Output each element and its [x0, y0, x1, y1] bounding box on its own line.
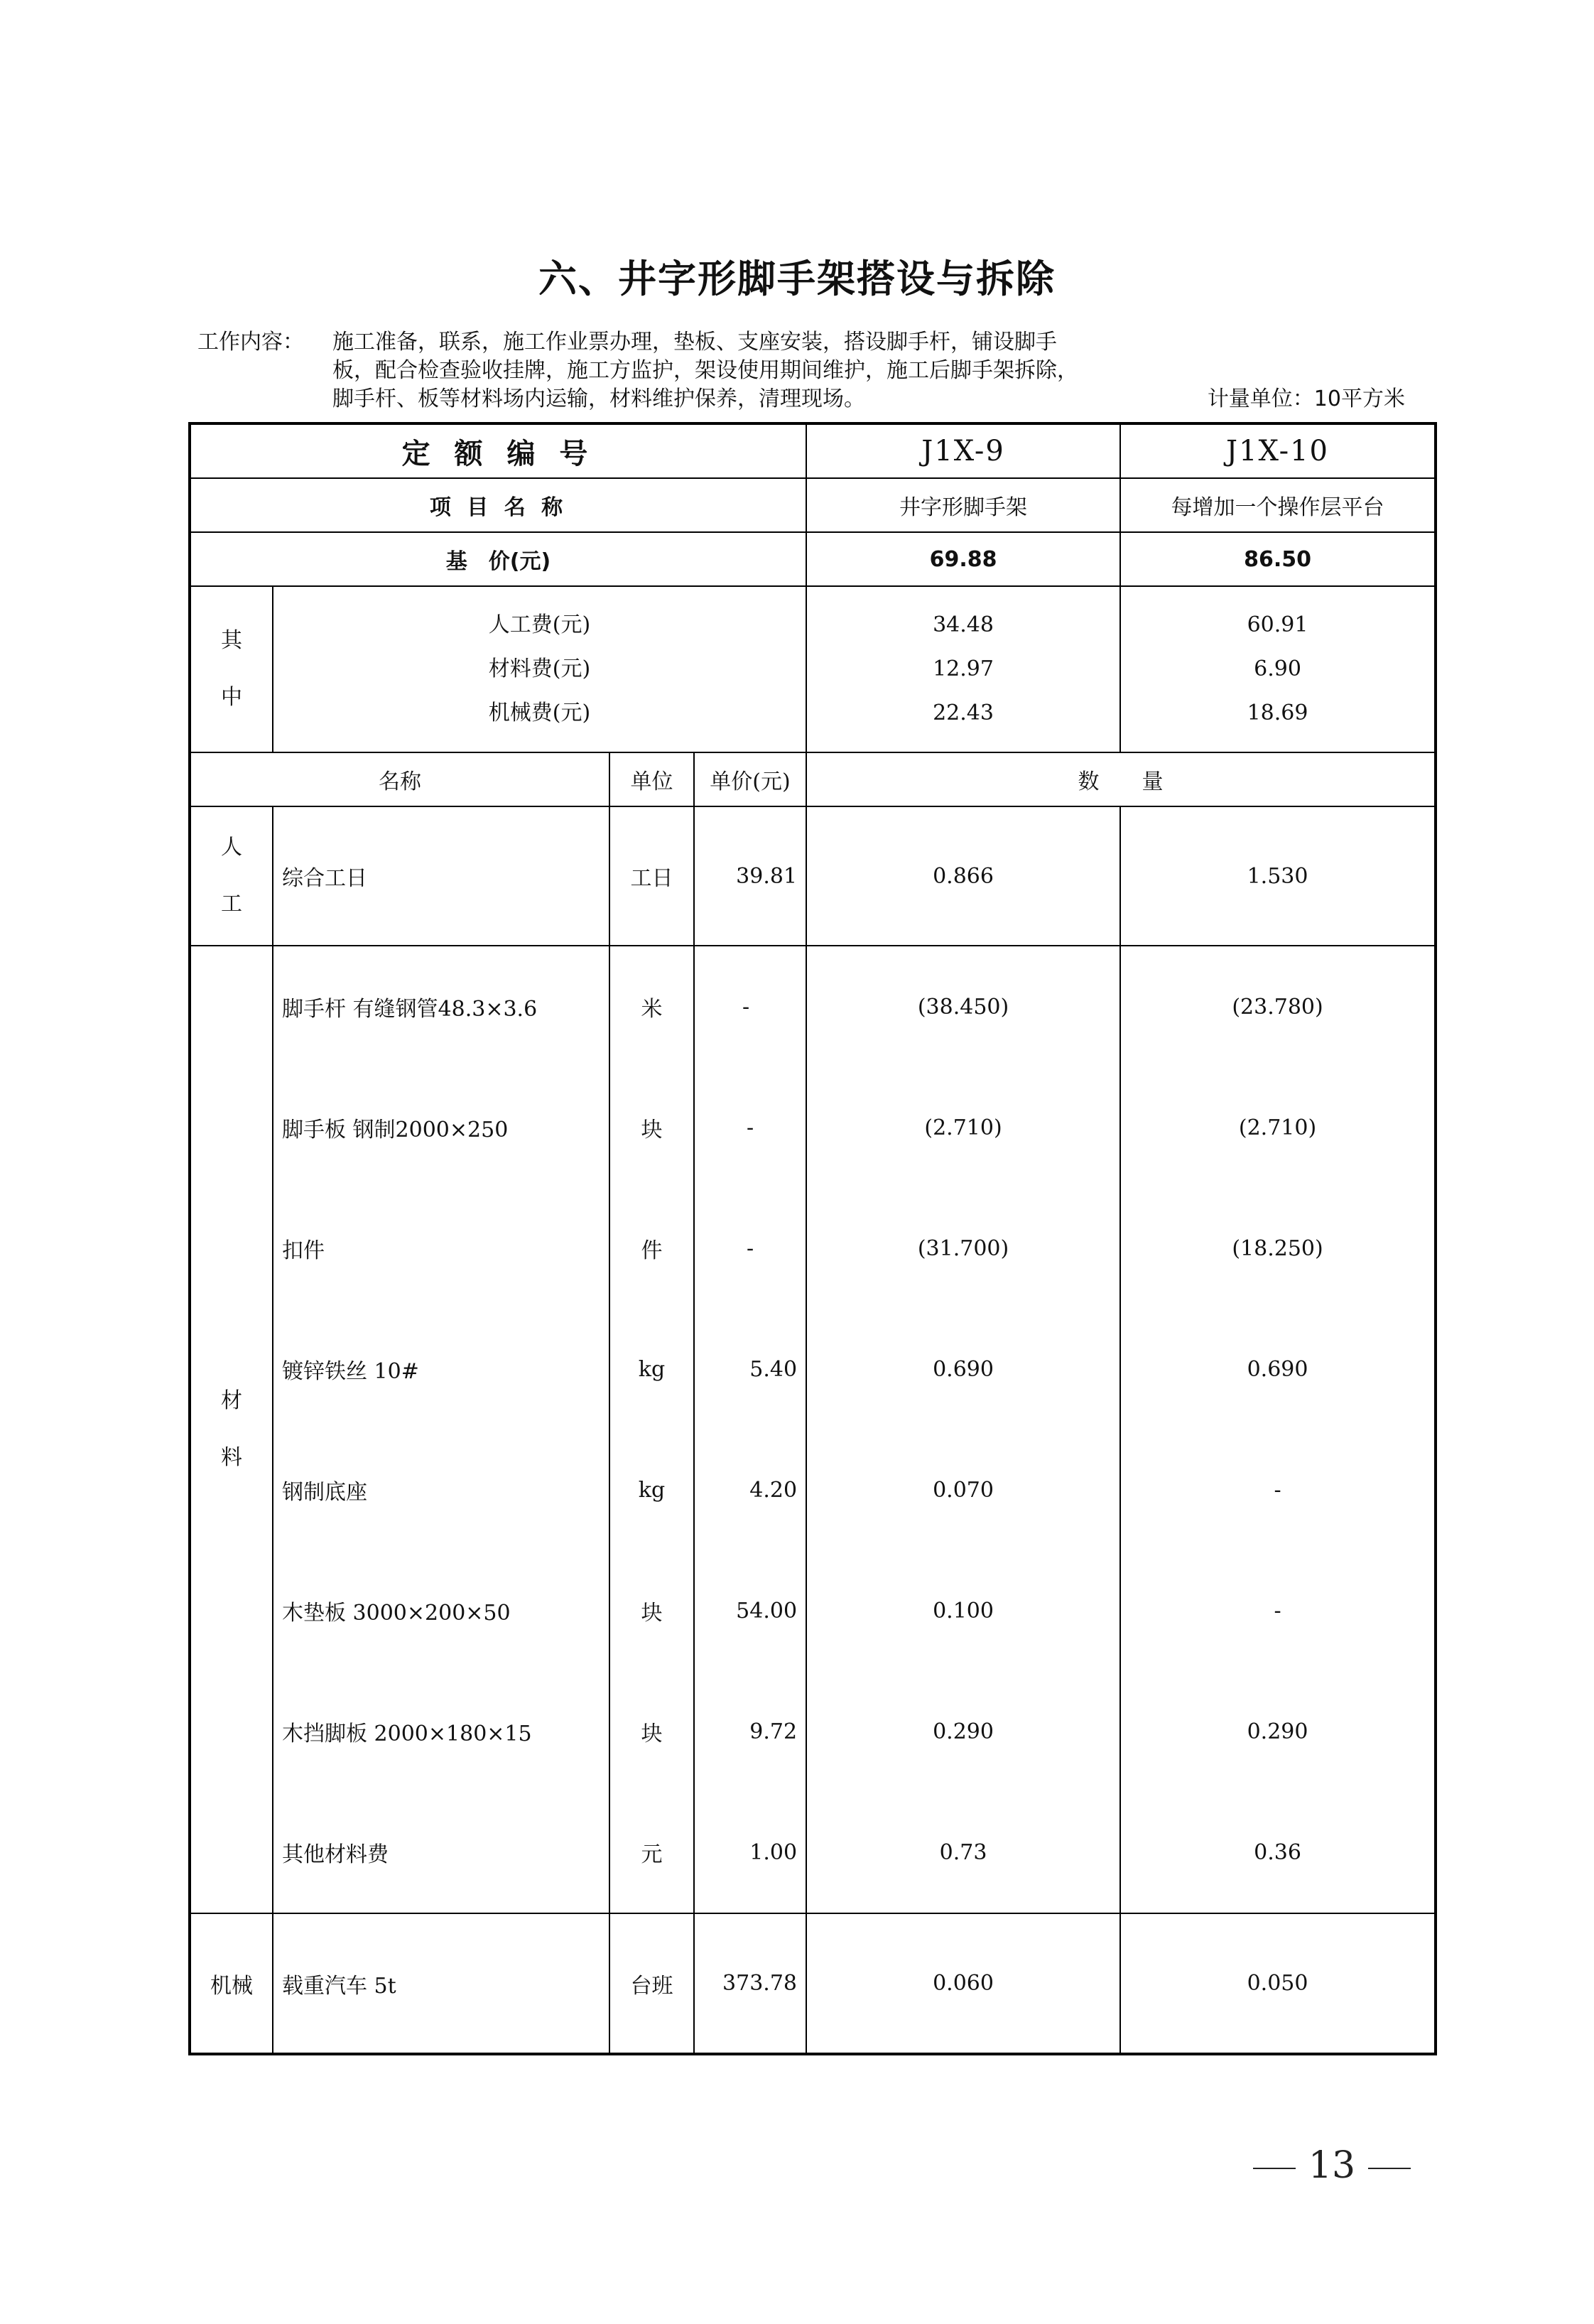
material-row [190, 1309, 1436, 1429]
labor-category [190, 806, 273, 946]
resource-price: 39.81 [694, 806, 806, 946]
resource-name: 综合工日 [273, 806, 609, 946]
resource-qty: - [1120, 1429, 1436, 1550]
resource-name: 其他材料费 [273, 1792, 609, 1913]
resource-qty: - [1120, 1550, 1436, 1671]
resource-qty: (38.450) [806, 946, 1120, 1067]
material-row [190, 1792, 1436, 1913]
resource-qty: 0.050 [1120, 1913, 1436, 2054]
header-price: 单价(元) [694, 752, 806, 806]
labor-row [190, 806, 1436, 946]
resource-qty: 0.290 [1120, 1671, 1436, 1792]
resource-price: 54.00 [694, 1550, 806, 1671]
fee-values [1120, 586, 1436, 752]
resource-qty: 0.36 [1120, 1792, 1436, 1913]
resource-name: 载重汽车 5t [273, 1913, 609, 2054]
resource-price: - [694, 946, 806, 1067]
machine-row [190, 1913, 1436, 2054]
item-name-cell: 每增加一个操作层平台 [1120, 478, 1436, 532]
fee-value: 6.90 [1254, 656, 1301, 681]
resource-price: - [694, 1188, 806, 1309]
fee-value: 22.43 [933, 701, 994, 725]
code-cell: J1X-10 [1120, 423, 1436, 478]
fee-names [273, 586, 806, 752]
resource-qty: (23.780) [1120, 946, 1436, 1067]
machine-category: 机械 [190, 1913, 273, 2054]
resource-price: 9.72 [694, 1671, 806, 1792]
qizhong-label [190, 586, 273, 752]
resource-unit: 块 [609, 1550, 694, 1671]
item-name-cell: 井字形脚手架 [806, 478, 1120, 532]
qizhong-char: 其 [221, 628, 242, 653]
resource-name: 钢制底座 [273, 1429, 609, 1550]
material-row [190, 1429, 1436, 1550]
category-char: 工 [221, 892, 242, 917]
base-price-label: 基 价(元) [190, 532, 806, 586]
material-category [190, 946, 273, 1913]
material-row [190, 946, 1436, 1067]
resource-unit: 块 [609, 1067, 694, 1188]
resource-qty: 0.100 [806, 1550, 1120, 1671]
resource-qty: 0.070 [806, 1429, 1120, 1550]
page-title: 六、井字形脚手架搭设与拆除 [538, 256, 1056, 301]
page-number [1240, 2144, 1424, 2187]
category-char: 人 [221, 835, 242, 860]
resource-qty: (18.250) [1120, 1188, 1436, 1309]
resource-price: - [694, 1067, 806, 1188]
resource-unit: 工日 [609, 806, 694, 946]
code-row [190, 423, 1436, 478]
fee-name: 机械费(元) [488, 701, 591, 725]
resource-name: 木垫板 3000×200×50 [273, 1550, 609, 1671]
resource-unit: 件 [609, 1188, 694, 1309]
base-price-cell: 86.50 [1120, 532, 1436, 586]
resource-qty: 0.73 [806, 1792, 1120, 1913]
fee-values [806, 586, 1120, 752]
resource-unit: 块 [609, 1671, 694, 1792]
resource-unit: 元 [609, 1792, 694, 1913]
header-unit: 单位 [609, 752, 694, 806]
code-label: 定 额 编 号 [190, 423, 806, 478]
material-row [190, 1550, 1436, 1671]
work-content-line: 脚手杆、板等材料场内运输，材料维护保养，清理现场。 [332, 387, 865, 411]
resource-unit: kg [609, 1429, 694, 1550]
page-number-dash [1368, 2168, 1411, 2169]
fee-name: 人工费(元) [488, 612, 591, 637]
material-row [190, 1671, 1436, 1792]
qizhong-char: 中 [221, 685, 242, 710]
resource-qty: (31.700) [806, 1188, 1120, 1309]
resource-qty: 0.866 [806, 806, 1120, 946]
work-content-line: 施工准备，联系，施工作业票办理，垫板、支座安装，搭设脚手杆，铺设脚手 [332, 330, 1057, 355]
fee-value: 34.48 [933, 612, 994, 637]
resource-qty: 0.060 [806, 1913, 1120, 2054]
resource-unit: 米 [609, 946, 694, 1067]
category-char: 料 [221, 1445, 242, 1470]
fee-value: 12.97 [933, 656, 994, 681]
page-number-text: 13 [1308, 2144, 1356, 2187]
fee-breakdown-row [190, 586, 1436, 752]
resource-qty: 1.530 [1120, 806, 1436, 946]
resource-name: 脚手杆 有缝钢管48.3×3.6 [273, 946, 609, 1067]
resource-qty: (2.710) [806, 1067, 1120, 1188]
resource-name: 镀锌铁丝 10# [273, 1309, 609, 1429]
material-row [190, 1188, 1436, 1309]
resource-qty: (2.710) [1120, 1067, 1436, 1188]
resource-qty: 0.690 [806, 1309, 1120, 1429]
work-content-label: 工作内容： [197, 330, 304, 355]
resource-price: 4.20 [694, 1429, 806, 1550]
resource-unit: 台班 [609, 1913, 694, 2054]
header-name: 名称 [190, 752, 609, 806]
resource-unit: kg [609, 1309, 694, 1429]
item-name-row [190, 478, 1436, 532]
resource-name: 木挡脚板 2000×180×15 [273, 1671, 609, 1792]
base-price-cell: 69.88 [806, 532, 1120, 586]
item-label: 项 目 名 称 [190, 478, 806, 532]
fee-value: 60.91 [1247, 612, 1308, 637]
resource-name: 脚手板 钢制2000×250 [273, 1067, 609, 1188]
fee-name: 材料费(元) [488, 656, 591, 681]
measurement-unit: 计量单位：10平方米 [1207, 387, 1405, 411]
resource-qty: 0.690 [1120, 1309, 1436, 1429]
detail-header-row [190, 752, 1436, 806]
category-char: 材 [221, 1388, 242, 1413]
base-price-row [190, 532, 1436, 586]
resource-price: 5.40 [694, 1309, 806, 1429]
code-cell: J1X-9 [806, 423, 1120, 478]
material-row [190, 1067, 1436, 1188]
work-content-line: 板，配合检查验收挂牌，施工方监护，架设使用期间维护，施工后脚手架拆除， [332, 358, 1078, 383]
resource-price: 373.78 [694, 1913, 806, 2054]
header-quantity: 数 量 [806, 752, 1436, 806]
resource-qty: 0.290 [806, 1671, 1120, 1792]
page-number-dash [1253, 2168, 1296, 2169]
resource-price: 1.00 [694, 1792, 806, 1913]
resource-name: 扣件 [273, 1188, 609, 1309]
fee-value: 18.69 [1247, 701, 1308, 725]
quota-table [188, 422, 1437, 2055]
